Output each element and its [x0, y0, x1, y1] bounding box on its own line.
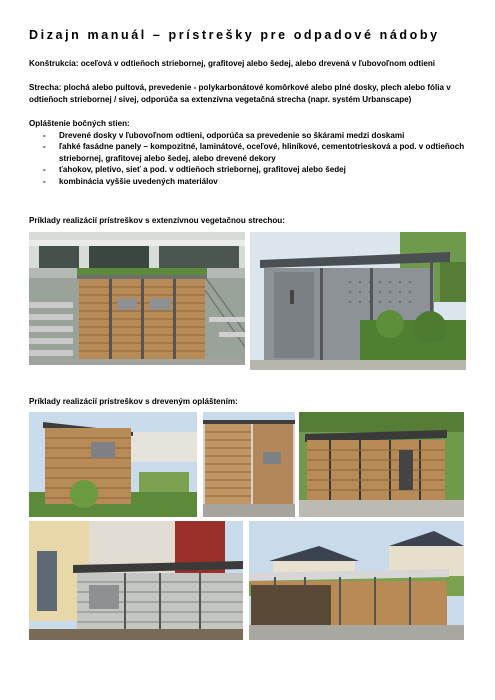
oplastenie-section [29, 118, 469, 187]
caption-wood-cladding: Príklady realizácií prístreškov s dreveným opláštením: [29, 397, 238, 406]
photo-wood-shelter-4 [29, 521, 243, 640]
photo-perforated-metal-shelter [250, 232, 466, 370]
oplastenie-list [29, 130, 469, 188]
list-item: - Drevené dosky v ľubovoľnom odtieni, odporúča sa prevedenie so škárami medzi doskami [29, 130, 469, 142]
photo-green-roof-shelter [29, 232, 245, 365]
list-item: - ľahké fasádne panely – kompozitné, laminátové, oceľové, hliníkové, cementotriesková a pod. v odtieňoch striebornej, grafitovej alebo šedej, alebo drevené dekory [29, 141, 469, 164]
photo-wood-shelter-3 [299, 412, 464, 517]
list-item: - ťahokov, pletivo, sieť a pod. v odtieňoch striebornej, grafitovej alebo šedej [29, 164, 469, 176]
strecha-paragraph: Strecha: plochá alebo pultová, prevedenie - polykarbonátové komôrkové alebo plné dosky, plech alebo fólia v odtieňoch striebornej / sivej, odporúča sa extenzívna vegetačná strecha (napr. systém Urbanscape) [29, 83, 451, 104]
photo-wood-shelter-5 [249, 521, 464, 640]
konstrukcia-paragraph: Konštrukcia: oceľová v odtieňoch striebornej, grafitovej alebo šedej, alebo drevená v ľubovoľnom odtieni [29, 59, 436, 68]
page-title: Dizajn manuál – prístrešky pre odpadové nádoby [29, 28, 440, 42]
photo-wood-shelter-1 [29, 412, 197, 517]
caption-green-roof: Príklady realizácií prístreškov s extenzívnou vegetačnou strechou: [29, 216, 285, 225]
oplastenie-heading: Opláštenie bočných stien: [29, 119, 130, 128]
list-item: - kombinácia vyššie uvedených materiálov [29, 176, 469, 188]
photo-wood-shelter-2 [203, 412, 295, 517]
